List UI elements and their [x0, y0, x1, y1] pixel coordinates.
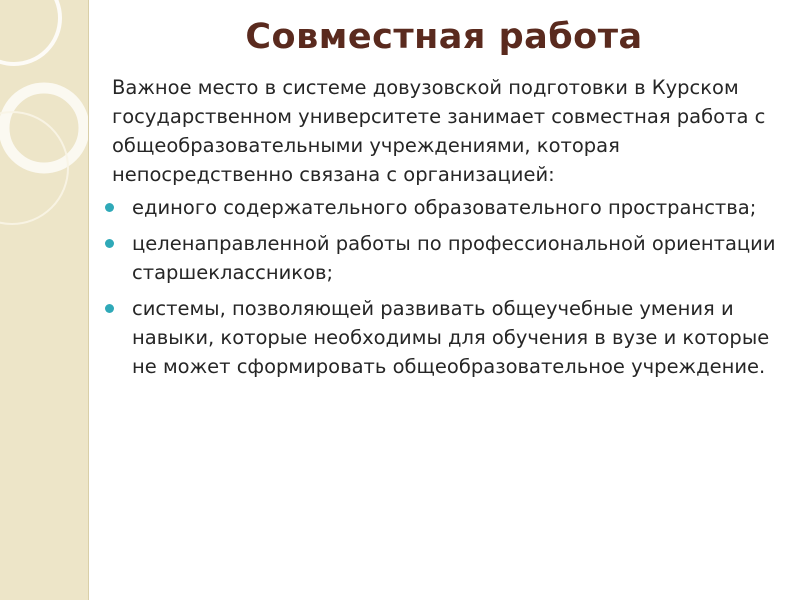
bullet-text: целенаправленной работы по профессиональной ориентации старшеклассников;	[132, 232, 776, 284]
decorative-side-band	[0, 0, 89, 600]
bullet-dot-icon	[105, 239, 114, 248]
bullet-text: единого содержательного образовательного пространства;	[132, 196, 757, 219]
bullet-list	[112, 193, 784, 381]
bullet-item	[112, 294, 784, 381]
slide-title: Совместная работа	[245, 17, 643, 57]
decorative-rings	[0, 0, 88, 600]
bullet-text: системы, позволяющей развивать общеучебные умения и навыки, которые необходимы для обучения в вузе и которые не может сформировать общеобразовательное учреждение.	[132, 297, 770, 378]
bullet-item	[112, 229, 784, 287]
bullet-item	[112, 193, 784, 222]
intro-paragraph: Важное место в системе довузовской подготовки в Курском государственном университете занимает совместная работа с общеобразовательными учреждениями, которая непосредственно связана с организацией:	[112, 76, 766, 186]
bullet-dot-icon	[105, 203, 114, 212]
bullet-dot-icon	[105, 304, 114, 313]
slide-body	[112, 73, 784, 388]
